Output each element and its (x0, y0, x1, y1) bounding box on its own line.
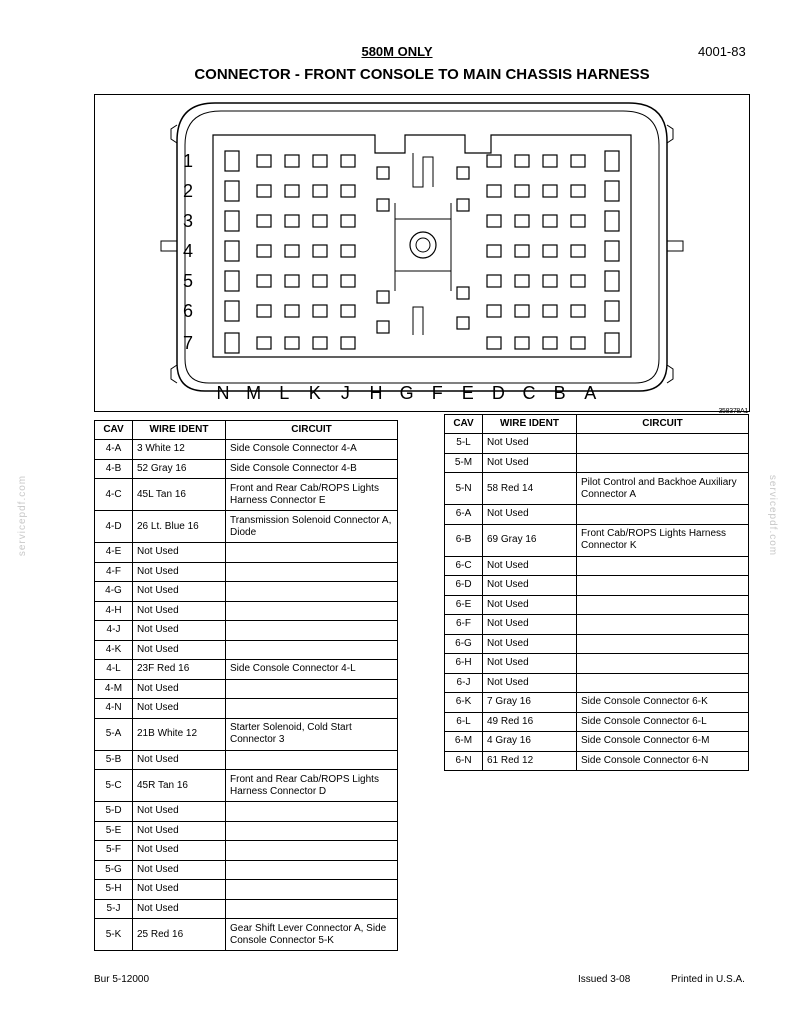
watermark-left: servicepdf.com (17, 474, 29, 557)
cavity (515, 245, 529, 257)
cell-circuit: Side Console Connector 4-L (226, 660, 398, 680)
cavity (257, 337, 271, 349)
cell-circuit (577, 654, 749, 674)
cell-circuit: Side Console Connector 6-K (577, 693, 749, 713)
cavity-large (225, 151, 239, 171)
table-row (445, 615, 749, 635)
cell-wire: 4 Gray 16 (483, 732, 577, 752)
cell-wire: Not Used (483, 505, 577, 525)
cavity (341, 245, 355, 257)
cavity (571, 215, 585, 227)
cavity-large (605, 151, 619, 171)
cell-cav: 6-H (445, 654, 483, 674)
table-row (95, 699, 398, 719)
cavity (285, 185, 299, 197)
cell-cav: 6-M (445, 732, 483, 752)
cavity (487, 245, 501, 257)
cell-cav: 5-D (95, 802, 133, 822)
cell-circuit (226, 640, 398, 660)
cell-circuit (577, 673, 749, 693)
table-row (95, 582, 398, 602)
cell-circuit (226, 699, 398, 719)
cell-cav: 5-B (95, 750, 133, 770)
row-label: 3 (183, 211, 194, 231)
cavity-large (225, 271, 239, 291)
row-label: 6 (183, 301, 194, 321)
footer-printed: Printed in U.S.A. (671, 974, 745, 985)
cell-cav: 5-F (95, 841, 133, 861)
cavity (285, 337, 299, 349)
cell-wire: Not Used (133, 621, 226, 641)
table-row (95, 841, 398, 861)
cavity (257, 185, 271, 197)
cell-wire: 3 White 12 (133, 440, 226, 460)
cell-cav: 5-G (95, 860, 133, 880)
cavity-large (605, 181, 619, 201)
cell-cav: 5-H (95, 880, 133, 900)
cell-wire: 45R Tan 16 (133, 770, 226, 802)
column-label: N (216, 383, 230, 403)
cavity-large (225, 301, 239, 321)
cell-wire: Not Used (133, 562, 226, 582)
cavity-small (377, 167, 389, 179)
cavity-large (225, 211, 239, 231)
connector-diagram (94, 94, 750, 412)
cell-cav: 5-C (95, 770, 133, 802)
cavity (285, 275, 299, 287)
cavity (515, 305, 529, 317)
cavity-large (225, 181, 239, 201)
cavity (313, 245, 327, 257)
cell-circuit: Pilot Control and Backhoe Auxiliary Connector A (577, 473, 749, 505)
cell-circuit: Gear Shift Lever Connector A, Side Console Connector 5-K (226, 919, 398, 951)
cell-wire: Not Used (133, 802, 226, 822)
cell-cav: 4-A (95, 440, 133, 460)
column-label: L (279, 383, 290, 403)
cell-cav: 6-C (445, 556, 483, 576)
cavity (515, 337, 529, 349)
table-row (95, 479, 398, 511)
cavity (313, 215, 327, 227)
column-label: J (340, 383, 350, 403)
table-row (445, 505, 749, 525)
cell-circuit: Starter Solenoid, Cold Start Connector 3 (226, 718, 398, 750)
cavity (313, 337, 327, 349)
cavity-large (605, 211, 619, 231)
cavity-small (457, 199, 469, 211)
col-header-circuit: CIRCUIT (226, 421, 398, 440)
cell-cav: 4-F (95, 562, 133, 582)
cavity (313, 275, 327, 287)
cavity (257, 275, 271, 287)
cell-cav: 5-J (95, 899, 133, 919)
cell-wire: Not Used (133, 640, 226, 660)
table-row (445, 576, 749, 596)
cell-cav: 6-G (445, 634, 483, 654)
cell-circuit (577, 576, 749, 596)
table-row (95, 718, 398, 750)
cell-cav: 5-L (445, 434, 483, 454)
cell-cav: 4-L (95, 660, 133, 680)
cavity-large (225, 333, 239, 353)
cell-wire: Not Used (483, 576, 577, 596)
cavity (515, 215, 529, 227)
cavity (487, 155, 501, 167)
cell-circuit (226, 562, 398, 582)
cavity (543, 185, 557, 197)
table-row (445, 556, 749, 576)
cavity-large (605, 241, 619, 261)
col-header-circuit: CIRCUIT (577, 415, 749, 434)
cell-circuit (577, 634, 749, 654)
cell-wire: 23F Red 16 (133, 660, 226, 680)
cell-cav: 6-N (445, 751, 483, 771)
column-label: H (369, 383, 383, 403)
cell-cav: 4-N (95, 699, 133, 719)
cavity (285, 305, 299, 317)
cell-wire: Not Used (483, 595, 577, 615)
table-row (95, 919, 398, 951)
table-row (95, 621, 398, 641)
cell-cav: 5-A (95, 718, 133, 750)
cavity (257, 245, 271, 257)
col-header-cav: CAV (95, 421, 133, 440)
cell-cav: 4-E (95, 543, 133, 563)
table-row (445, 473, 749, 505)
row-label: 1 (183, 151, 194, 171)
cell-cav: 6-K (445, 693, 483, 713)
page-title: CONNECTOR - FRONT CONSOLE TO MAIN CHASSIS HARNESS (194, 66, 650, 83)
cell-circuit (226, 880, 398, 900)
cell-wire: 25 Red 16 (133, 919, 226, 951)
cavity-small (377, 199, 389, 211)
cell-wire: Not Used (483, 556, 577, 576)
cell-cav: 5-K (95, 919, 133, 951)
cavity (487, 215, 501, 227)
cavity (257, 215, 271, 227)
cavity (285, 245, 299, 257)
table-row (95, 860, 398, 880)
cell-circuit: Transmission Solenoid Connector A, Diode (226, 511, 398, 543)
table-row (95, 459, 398, 479)
table-row (95, 750, 398, 770)
cavity (487, 275, 501, 287)
cavity (257, 305, 271, 317)
cell-wire: 7 Gray 16 (483, 693, 577, 713)
column-label: C (522, 383, 536, 403)
table-row (445, 434, 749, 454)
footer-issued: Issued 3-08 (578, 974, 631, 985)
cell-circuit (226, 821, 398, 841)
watermark-right: servicepdf.com (767, 474, 779, 557)
cavity (341, 185, 355, 197)
col-header-wire: WIRE IDENT (133, 421, 226, 440)
cell-cav: 4-G (95, 582, 133, 602)
cell-cav: 6-J (445, 673, 483, 693)
cavity-small (457, 167, 469, 179)
cavity (571, 185, 585, 197)
cell-cav: 4-K (95, 640, 133, 660)
cell-circuit: Side Console Connector 4-B (226, 459, 398, 479)
cavity-small (457, 317, 469, 329)
cell-wire: Not Used (133, 899, 226, 919)
cavity (257, 155, 271, 167)
cell-circuit: Side Console Connector 6-L (577, 712, 749, 732)
cavity-small (377, 321, 389, 333)
column-label: B (553, 383, 566, 403)
cavity (543, 245, 557, 257)
column-label: M (246, 383, 262, 403)
cell-wire: Not Used (483, 634, 577, 654)
cell-wire: Not Used (133, 601, 226, 621)
cell-wire: Not Used (133, 679, 226, 699)
cell-circuit: Side Console Connector 6-N (577, 751, 749, 771)
cell-cav: 5-E (95, 821, 133, 841)
cell-circuit: Front and Rear Cab/ROPS Lights Harness Connector D (226, 770, 398, 802)
cell-cav: 4-C (95, 479, 133, 511)
table-row (95, 601, 398, 621)
cell-cav: 5-N (445, 473, 483, 505)
cell-wire: 69 Gray 16 (483, 524, 577, 556)
table-row (445, 595, 749, 615)
cell-cav: 6-D (445, 576, 483, 596)
model-label: 580M ONLY (361, 44, 433, 59)
cell-circuit: Front and Rear Cab/ROPS Lights Harness Connector E (226, 479, 398, 511)
cell-cav: 4-J (95, 621, 133, 641)
cell-wire: 58 Red 14 (483, 473, 577, 505)
cavity (285, 155, 299, 167)
cell-wire: Not Used (483, 453, 577, 473)
cell-wire: Not Used (133, 543, 226, 563)
cell-circuit (577, 615, 749, 635)
column-label: F (431, 383, 443, 403)
cell-circuit (226, 543, 398, 563)
cavity-small (457, 287, 469, 299)
pin-table-right (444, 414, 749, 771)
cavity (313, 305, 327, 317)
cavity (543, 337, 557, 349)
cell-cav: 5-M (445, 453, 483, 473)
table-row (95, 880, 398, 900)
cell-wire: 49 Red 16 (483, 712, 577, 732)
cell-circuit (577, 434, 749, 454)
table-row (95, 679, 398, 699)
cell-cav: 4-M (95, 679, 133, 699)
cell-circuit (577, 595, 749, 615)
cell-cav: 4-H (95, 601, 133, 621)
cell-circuit (577, 505, 749, 525)
cavity (313, 155, 327, 167)
cell-wire: 21B White 12 (133, 718, 226, 750)
cell-wire: Not Used (483, 615, 577, 635)
cell-wire: Not Used (133, 860, 226, 880)
column-labels (217, 383, 597, 403)
table-row (95, 802, 398, 822)
cell-circuit (226, 802, 398, 822)
table-row (445, 732, 749, 752)
row-label: 4 (183, 241, 194, 261)
table-row (445, 693, 749, 713)
table-row (95, 511, 398, 543)
cavity (543, 215, 557, 227)
cell-circuit: Front Cab/ROPS Lights Harness Connector K (577, 524, 749, 556)
table-row (95, 543, 398, 563)
cavity (515, 275, 529, 287)
cell-cav: 6-B (445, 524, 483, 556)
cell-cav: 4-B (95, 459, 133, 479)
cell-wire: Not Used (133, 841, 226, 861)
cell-wire: Not Used (483, 434, 577, 454)
table-row (95, 770, 398, 802)
table-row (95, 562, 398, 582)
page-number: 4001-83 (698, 44, 746, 59)
cavity (341, 305, 355, 317)
cell-wire: Not Used (483, 673, 577, 693)
cavity-large (605, 301, 619, 321)
table-row (445, 712, 749, 732)
cell-wire: 61 Red 12 (483, 751, 577, 771)
cell-circuit (226, 841, 398, 861)
cell-wire: Not Used (133, 582, 226, 602)
table-row (445, 634, 749, 654)
table-row (95, 440, 398, 460)
cavity (313, 185, 327, 197)
cell-wire: Not Used (133, 880, 226, 900)
cavity (571, 337, 585, 349)
connector-face-drawing (95, 95, 749, 411)
cell-circuit (226, 860, 398, 880)
table-row (445, 673, 749, 693)
column-label: E (461, 383, 474, 403)
figure-id: 358378A1 (718, 408, 748, 415)
column-label: G (399, 383, 414, 403)
cell-cav: 6-L (445, 712, 483, 732)
table-header-row (445, 415, 749, 434)
cell-wire: Not Used (133, 699, 226, 719)
cell-circuit (226, 601, 398, 621)
table-header-row (95, 421, 398, 440)
table-row (445, 453, 749, 473)
cavity (571, 245, 585, 257)
cavity (571, 275, 585, 287)
cavity (285, 215, 299, 227)
cell-circuit: Side Console Connector 6-M (577, 732, 749, 752)
column-label: K (308, 383, 321, 403)
cell-wire: 52 Gray 16 (133, 459, 226, 479)
cavity-small (377, 291, 389, 303)
table-row (95, 660, 398, 680)
col-header-wire: WIRE IDENT (483, 415, 577, 434)
table-row (445, 751, 749, 771)
row-label: 5 (183, 271, 194, 291)
cavity (543, 305, 557, 317)
table-row (95, 821, 398, 841)
col-header-cav: CAV (445, 415, 483, 434)
table-row (95, 640, 398, 660)
cavity-large (605, 333, 619, 353)
cell-wire: 45L Tan 16 (133, 479, 226, 511)
cavity (571, 155, 585, 167)
cell-circuit (226, 679, 398, 699)
cell-circuit (226, 750, 398, 770)
cell-cav: 4-D (95, 511, 133, 543)
cell-wire: 26 Lt. Blue 16 (133, 511, 226, 543)
cavity (543, 275, 557, 287)
cell-circuit (226, 621, 398, 641)
cavity (487, 337, 501, 349)
cavity (341, 337, 355, 349)
pin-table-left (94, 420, 398, 951)
row-label: 7 (183, 333, 194, 353)
cavity (515, 155, 529, 167)
cell-wire: Not Used (133, 821, 226, 841)
footer-doc-number: Bur 5-12000 (94, 974, 150, 985)
cell-circuit (577, 453, 749, 473)
cavity (341, 155, 355, 167)
cavity (487, 185, 501, 197)
cell-wire: Not Used (133, 750, 226, 770)
table-row (95, 899, 398, 919)
cavity (341, 275, 355, 287)
cavity (571, 305, 585, 317)
cavity-large (605, 271, 619, 291)
table-row (445, 524, 749, 556)
column-label: D (491, 383, 505, 403)
cell-cav: 6-F (445, 615, 483, 635)
cell-circuit (577, 556, 749, 576)
cavity (487, 305, 501, 317)
cell-cav: 6-E (445, 595, 483, 615)
column-label: A (584, 383, 597, 403)
cell-circuit: Side Console Connector 4-A (226, 440, 398, 460)
cavity (341, 215, 355, 227)
cell-circuit (226, 582, 398, 602)
cavity (515, 185, 529, 197)
table-row (445, 654, 749, 674)
cavity-large (225, 241, 239, 261)
row-label: 2 (183, 181, 194, 201)
cavity (543, 155, 557, 167)
cell-cav: 6-A (445, 505, 483, 525)
cell-circuit (226, 899, 398, 919)
cell-wire: Not Used (483, 654, 577, 674)
